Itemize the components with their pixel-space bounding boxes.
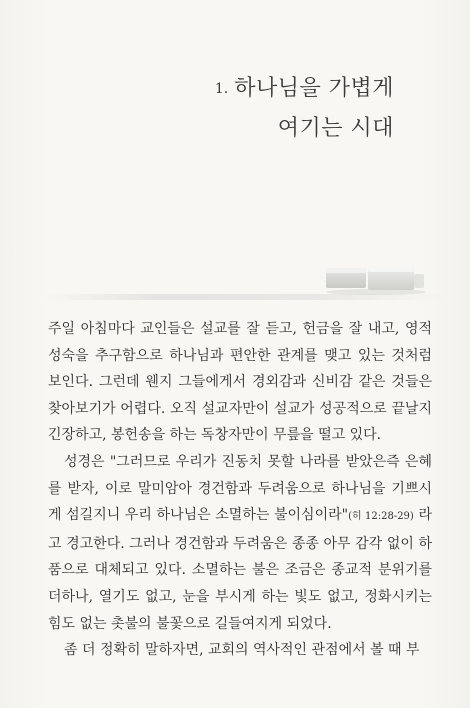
- paragraph-2-text-b: 라고 경고한다. 그러나 경건함과 두려움은 종종 아무 감각 없이 하품으로 대체되고 있다. 소멸하는 불은 조금은 종교적 분위기를 더하나, 열기도 없고, 눈을 부시게 하는 빛도 없고, 정화시키는 힘도 없는 촛불의 불꽃으로 길들여지게 되었다.: [48, 507, 432, 632]
- bible-reference: (히 12:28-29): [348, 511, 414, 523]
- chapter-title-text-line1: 하나님을 가볍게: [234, 76, 394, 101]
- paragraph-3: 좀 더 정확히 말하자면, 교회의 역사적인 관점에서 볼 때 부: [64, 642, 420, 659]
- decorative-divider-image: [318, 262, 428, 296]
- chapter-number: 1.: [214, 81, 229, 97]
- paragraph-2: [48, 449, 432, 637]
- paragraph-2-text-a: 성경은 "그러므로 우리가 진동치 못할 나라를 받았은즉 은혜를 받자, 이로 말미암아 경건함과 두려움으로 하나님을 기쁘시게 섬길지니 우리 하나님은 소멸하는 불이심이라": [48, 453, 432, 524]
- body-text: [48, 316, 432, 664]
- chapter-title: [215, 70, 394, 148]
- chapter-title-line2: 여기는 시대: [277, 116, 394, 141]
- chapter-title-line1: [215, 70, 394, 110]
- paragraph-1: 주일 아침마다 교인들은 설교를 잘 듣고, 헌금을 잘 내고, 영적 성숙을 추구함으로 하나님과 편안한 관계를 맺고 있는 것처럼 보인다. 그런데 웬지 그들에게서 경외감과 신비감 같은 것들은 찾아보기가 어렵다. 오직 설교자만이 설교가 성공적으로 끝날지 긴장하고, 봉헌송을 하는 독창자만이 무릎을 떨고 있다.: [48, 321, 432, 444]
- faint-text-band: [44, 294, 442, 300]
